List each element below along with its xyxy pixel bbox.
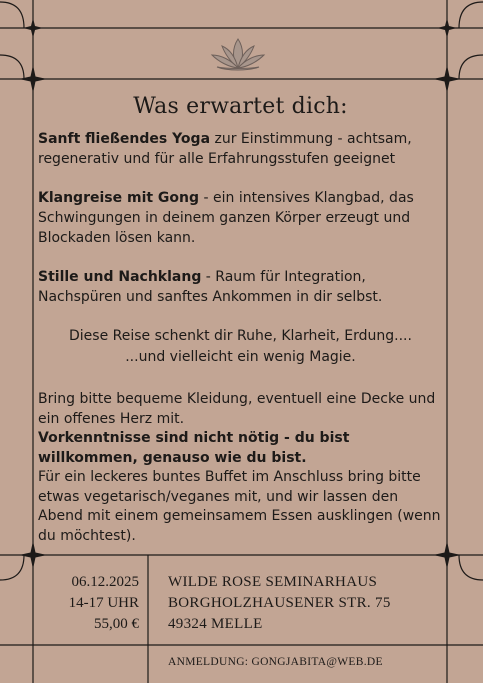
section-stille-title: Stille und Nachklang xyxy=(38,269,202,285)
registration-info: ANMELDUNG: GONGJABITA@WEB.DE xyxy=(168,656,383,668)
section-gong-title: Klangreise mit Gong xyxy=(38,190,200,206)
page-title: Was erwartet dich: xyxy=(133,94,348,119)
quote-line-1: Diese Reise schenkt dir Ruhe, Klarheit, Erdung.... xyxy=(69,328,412,344)
section-gong-text: - ein intensives Klangbad, das Schwingungen in deinem ganzen Körper erzeugt und Blockaden lösen kann. xyxy=(38,190,414,246)
quote-line-2: ...und vielleicht ein wenig Magie. xyxy=(125,349,356,365)
note-no-experience: Vorkenntnisse sind nicht nötig - du bist willkommen, genauso wie du bist. xyxy=(38,430,350,466)
venue-address xyxy=(168,572,438,635)
venue-street: BORGHOLZHAUSENER STR. 75 xyxy=(168,595,391,611)
lotus-icon xyxy=(209,36,267,72)
event-price: 55,00 € xyxy=(94,616,139,632)
venue-name: WILDE ROSE SEMINARHAUS xyxy=(168,574,378,590)
note-bring: Bring bitte bequeme Kleidung, eventuell eine Decke und ein offenes Herz mit. xyxy=(38,391,436,427)
event-details xyxy=(40,572,139,635)
notes-block xyxy=(38,390,443,546)
note-buffet: Für ein leckeres buntes Buffet im Anschluss bring bitte etwas vegetarisch/veganes mit, und wir lassen den Abend mit einem gemeinsamem Essen ausklingen (wenn du möchtest). xyxy=(38,469,441,544)
venue-city: 49324 MELLE xyxy=(168,616,263,632)
event-time: 14-17 UHR xyxy=(68,595,139,611)
section-gong xyxy=(38,188,443,248)
quote-block xyxy=(38,326,443,368)
event-date: 06.12.2025 xyxy=(71,574,139,590)
section-yoga-text: zur Einstimmung - achtsam, regenerativ und für alle Erfahrungsstufen geeignet xyxy=(38,131,412,167)
section-yoga xyxy=(38,129,443,169)
main-content xyxy=(38,88,443,546)
section-yoga-title: Sanft fließendes Yoga xyxy=(38,131,211,147)
section-stille-text: - Raum für Integration, Nachspüren und sanftes Ankommen in dir selbst. xyxy=(38,269,383,305)
section-stille xyxy=(38,267,443,307)
